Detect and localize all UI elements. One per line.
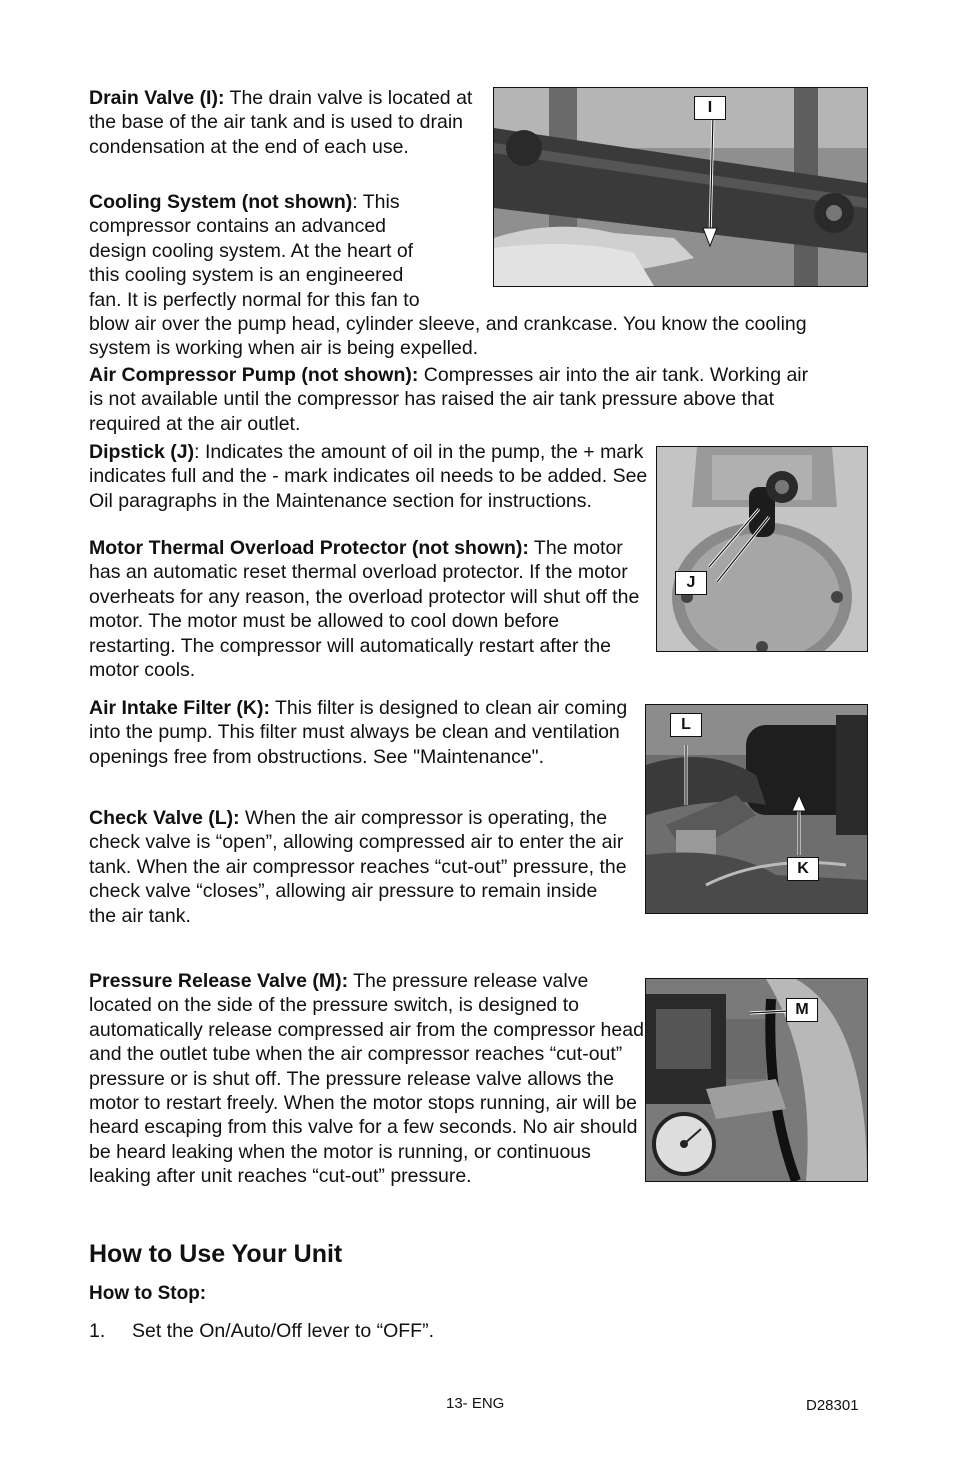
air-intake-filter-paragraph [89, 696, 629, 769]
cooling-system-title: Cooling System (not shown) [89, 191, 353, 213]
compressor-pump-paragraph [89, 363, 823, 436]
dipstick-photo [656, 446, 868, 652]
check-valve-body: When the air compressor is operating, the check valve is “open”, allowing compressed air to enter the air tank. When the air compressor reaches “cut-out” pressure, the check valve “closes”, allowing air pressure to remain inside the air tank. [89, 807, 627, 927]
callout-label-j: J [675, 571, 707, 595]
document-code: D28301 [806, 1397, 859, 1414]
step-number: 1. [89, 1320, 106, 1342]
air-intake-filter-title: Air Intake Filter (K): [89, 697, 270, 719]
cooling-system-paragraph [89, 190, 823, 361]
check-valve-title: Check Valve (L): [89, 807, 240, 829]
dipstick-title: Dipstick (J) [89, 441, 195, 463]
drain-valve-paragraph [89, 86, 489, 159]
dipstick-paragraph [89, 440, 654, 513]
callout-label-k: K [787, 857, 819, 881]
thermal-overload-body: The motor has an automatic reset thermal overload protector. If the motor overheats for any reason, the overload protector will shut off the motor. The motor must be allowed to cool down before restarting. The compressor will automatically restart after the motor cools. [89, 537, 640, 682]
pressure-release-title: Pressure Release Valve (M): [89, 970, 349, 992]
pressure-release-valve-photo [645, 978, 868, 1182]
step-item [89, 1320, 434, 1343]
callout-label-m: M [786, 998, 818, 1022]
drain-valve-title: Drain Valve (I): [89, 87, 225, 109]
thermal-overload-title: Motor Thermal Overload Protector (not shown): [89, 537, 529, 559]
callout-label-i: I [694, 96, 726, 120]
compressor-pump-body: Compresses air into the air tank. Working air is not available until the compressor has raised the air tank pressure above that required at the air outlet. [89, 364, 809, 435]
cooling-system-body: : This compressor contains an advanced design cooling system. At the heart of this cooling system is an engineered fan. It is perfectly normal for this fan to blow air over the pump head, cylinder sleeve, and crankcase. You know the cooling system is working when air is being expelled. [89, 191, 807, 360]
thermal-overload-paragraph [89, 536, 649, 682]
drain-valve-body: The drain valve is located at the base of the air tank and is used to drain condensation at the end of each use. [89, 87, 473, 158]
step-text: Set the On/Auto/Off lever to “OFF”. [132, 1320, 435, 1342]
pressure-release-body: The pressure release valve located on the side of the pressure switch, is designed to automatically release compressed air from the compressor head and the outlet tube when the air compressor reaches “cut-out” pressure or is shut off. The pressure release valve allows the motor to restart freely. When the motor stops running, air will be heard escaping from this valve for a few seconds. No air should be heard leaking when the motor is running, or continuous leaking after unit reaches “cut-out” pressure. [89, 970, 644, 1188]
dipstick-body: : Indicates the amount of oil in the pump, the + mark indicates full and the - mark indicates oil needs to be added. See Oil paragraphs in the Maintenance section for instructions. [89, 441, 648, 512]
check-valve-paragraph [89, 806, 629, 928]
how-to-stop-subheading: How to Stop: [89, 1283, 207, 1304]
pressure-release-paragraph [89, 969, 649, 1189]
callout-label-l: L [670, 713, 702, 737]
page-number: 13- ENG [446, 1395, 505, 1412]
how-to-use-heading: How to Use Your Unit [89, 1240, 343, 1268]
compressor-pump-title: Air Compressor Pump (not shown): [89, 364, 419, 386]
air-intake-filter-body: This filter is designed to clean air coming into the pump. This filter must always be clean and ventilation openings free from obstructions. See "Maintenance". [89, 697, 628, 768]
